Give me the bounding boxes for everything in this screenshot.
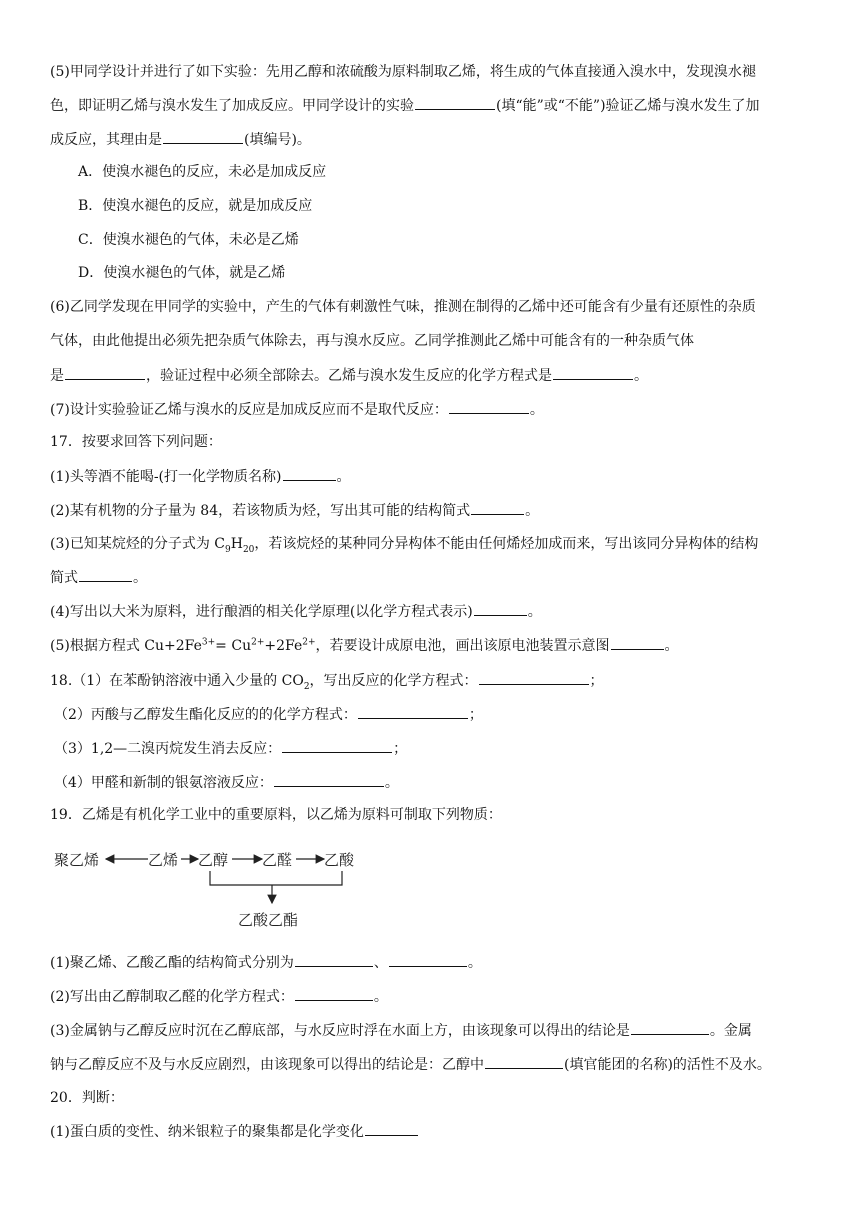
q17-title: 17．按要求回答下列问题：	[50, 434, 222, 450]
answer-blank[interactable]	[295, 986, 373, 1001]
q19-p3-line2: 钠与乙醇反应不及与水反应剧烈，由该现象可以得出的结论是：乙醇中 (填官能团的名称)的活性不及水。	[50, 1054, 771, 1075]
ethanol-label: 乙醇	[198, 851, 229, 869]
q16-p6-line2: 气体，由此他提出必须先把杂质气体除去，再与溴水反应。乙同学推测此乙烯中可能含有的一种杂质气体	[50, 333, 694, 349]
acetic-acid-label: 乙酸	[324, 851, 355, 869]
answer-blank[interactable]	[631, 1020, 709, 1035]
option-b: B．使溴水褪色的反应，就是加成反应	[78, 198, 313, 214]
q20-title: 20．判断：	[50, 1090, 124, 1106]
q16-p5-line2: 色，即证明乙烯与溴水发生了加成反应。甲同学设计的实验 (填“能”或“不能”)验证乙烯与溴水发生了加	[50, 95, 760, 116]
q18-p3: （3）1,2—二溴丙烷发生消去反应： ；	[54, 738, 407, 759]
polyethylene-label: 聚乙烯	[54, 851, 100, 869]
answer-blank[interactable]	[611, 635, 664, 650]
ethyl-acetate-label: 乙酸乙酯	[238, 911, 299, 929]
q20-p1: (1)蛋白质的变性、纳米银粒子的聚集都是化学变化	[50, 1121, 419, 1142]
q17-p5: (5)根据方程式 $Cu+2Fe^{3+}= Cu^{2+}+2Fe^{2+}$，若要设计成原电池，画出该原电池装置示意图 。	[50, 635, 679, 656]
answer-blank[interactable]	[274, 772, 384, 787]
q18-p2: （2）丙酸与乙醇发生酯化反应的的化学方程式： ；	[54, 704, 483, 725]
q19-p2: (2)写出由乙醇制取乙醛的化学方程式： 。	[50, 986, 388, 1007]
q16-p6-line1: (6)乙同学发现在甲同学的实验中，产生的气体有刺激性气味，推测在制得的乙烯中还可能含有少量有还原性的杂质	[50, 299, 756, 315]
q17-p2: (2)某有机物的分子量为 84，若该物质为烃，写出其可能的结构简式 。	[50, 500, 539, 521]
answer-blank[interactable]	[163, 129, 243, 144]
q18-p4: （4）甲醛和新制的银氨溶液反应： 。	[54, 772, 399, 793]
q17-p1: (1)头等酒不能喝-(打一化学物质名称) 。	[50, 466, 351, 487]
reaction-pathway-diagram	[50, 845, 370, 935]
q16-p6-line3: 是 ，验证过程中必须全部除去。乙烯与溴水发生反应的化学方程式是 。	[50, 365, 648, 386]
option-a: A．使溴水褪色的反应，未必是加成反应	[78, 164, 327, 180]
answer-blank[interactable]	[79, 567, 132, 582]
answer-blank[interactable]	[471, 500, 524, 515]
answer-blank[interactable]	[479, 670, 589, 685]
q16-p5-line3: 成反应，其理由是 (填编号)。	[50, 129, 311, 150]
q19-title: 19．乙烯是有机化学工业中的重要原料，以乙烯为原料可制取下列物质：	[50, 807, 502, 823]
answer-blank[interactable]	[485, 1054, 563, 1069]
q18-p1: 18.（1）在苯酚钠溶液中通入少量的 $CO_2$，写出反应的化学方程式： ；	[50, 670, 604, 691]
answer-blank[interactable]	[553, 365, 633, 380]
q19-p1: (1)聚乙烯、乙酸乙酯的结构简式分别为 、 。	[50, 952, 482, 973]
ethylene-label: 乙烯	[148, 851, 179, 869]
answer-blank[interactable]	[449, 399, 529, 414]
q17-p4: (4)写出以大米为原料，进行酿酒的相关化学原理(以化学方程式表示) 。	[50, 601, 542, 622]
q19-p3-line1: (3)金属钠与乙醇反应时沉在乙醇底部，与水反应时浮在水面上方，由该现象可以得出的结论是 。金属	[50, 1020, 752, 1041]
answer-blank[interactable]	[295, 952, 373, 967]
answer-blank[interactable]	[283, 466, 336, 481]
option-d: D．使溴水褪色的气体，就是乙烯	[78, 265, 286, 281]
q17-p3-line1: (3)已知某烷烃的分子式为 $C_9H_{20}$，若该烷烃的某种同分异构体不能由任何烯烃加成而来，写出该同分异构体的结构	[50, 536, 759, 555]
q16-p5-line1: (5)甲同学设计并进行了如下实验：先用乙醇和浓硫酸为原料制取乙烯，将生成的气体直接通入溴水中，发现溴水褪	[50, 64, 756, 80]
answer-blank[interactable]	[365, 1121, 418, 1136]
esterification-bracket	[210, 871, 342, 885]
answer-blank[interactable]	[65, 365, 145, 380]
answer-blank[interactable]	[358, 704, 468, 719]
q17-p3-line2: 简式 。	[50, 567, 147, 588]
q16-p7-line: (7)设计实验验证乙烯与溴水的反应是加成反应而不是取代反应： 。	[50, 399, 544, 420]
answer-blank[interactable]	[282, 738, 392, 753]
option-c: C．使溴水褪色的气体，未必是乙烯	[78, 232, 299, 248]
answer-blank[interactable]	[415, 95, 495, 110]
answer-blank[interactable]	[474, 601, 527, 616]
answer-blank[interactable]	[389, 952, 467, 967]
acetaldehyde-label: 乙醛	[262, 851, 293, 869]
